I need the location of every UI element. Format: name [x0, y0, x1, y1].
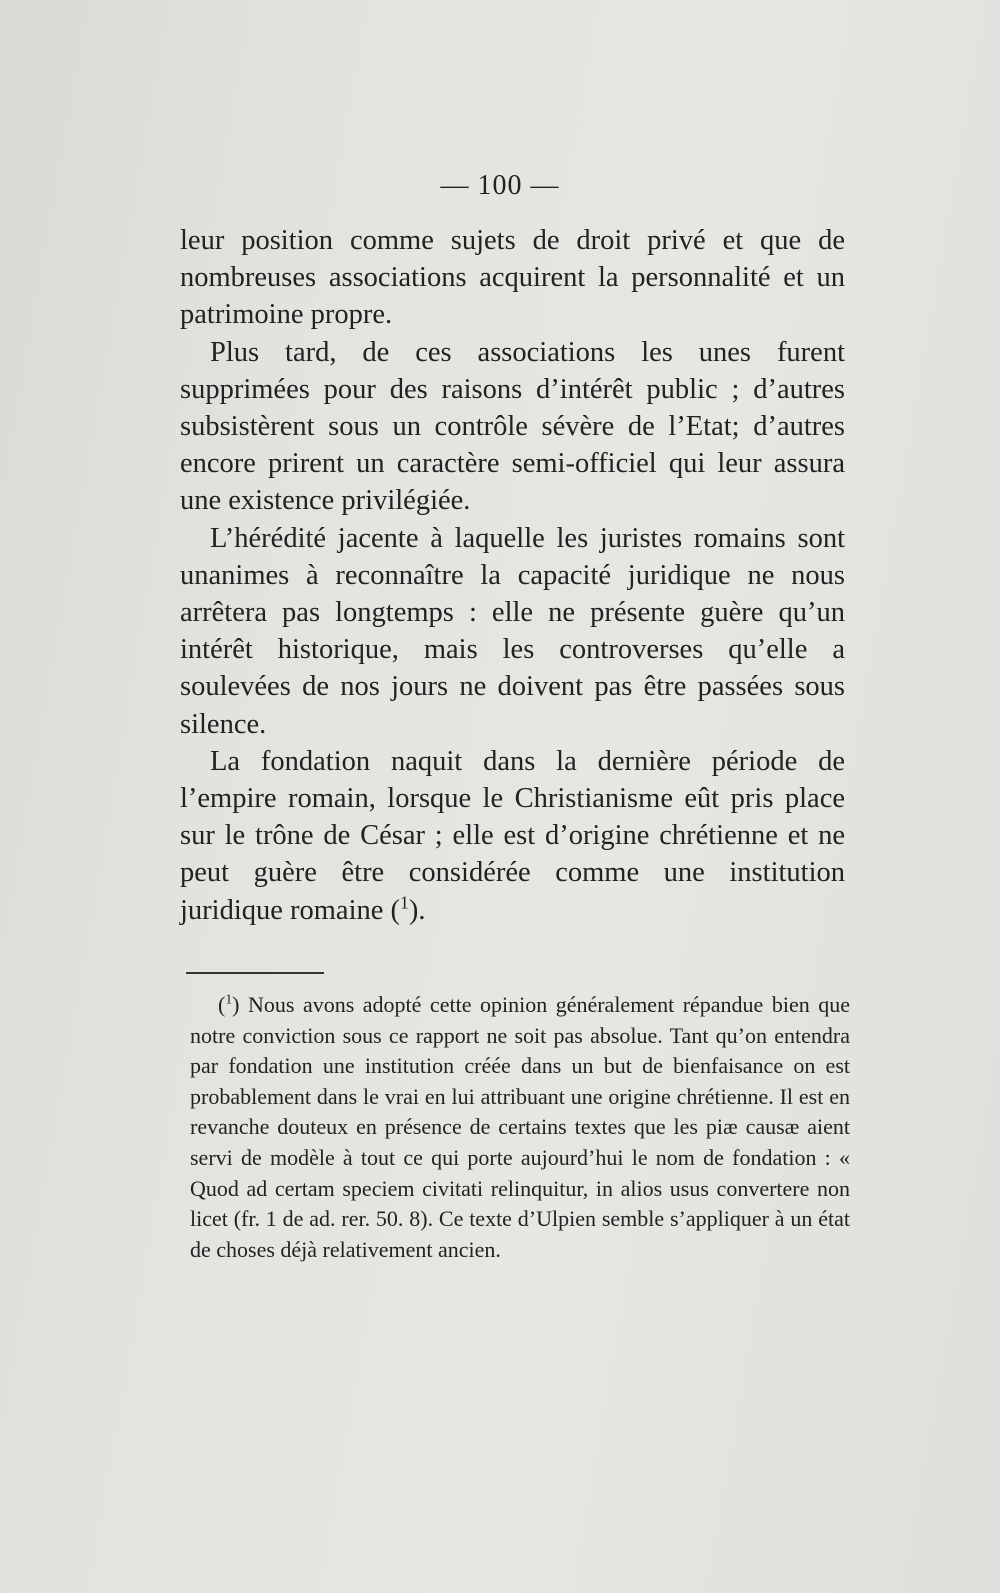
main-text	[180, 222, 845, 929]
paragraph-heredite: L’hérédité jacente à laquelle les juristes romains sont unanimes à reconnaître la capacité juridique ne nous arrêtera pas longtemps : elle ne présente guère qu’un intérêt historique, mais les controverses qu’elle a soulevées de nos jours ne doivent pas être passées sous silence.	[180, 522, 845, 740]
footnote-paragraph	[190, 990, 850, 1265]
footnote-text: Nous avons adopté cette opinion généralement répandue bien que notre conviction sous ce rapport ne soit pas absolue. Tant qu’on entendra par fondation une institution créée dans un but de bienfaisance on est probablement dans le vrai en lui attribuant une origine chrétienne. Il est en revanche douteux en présence de certains textes que les piæ causæ aient servi de modèle à tout ce qui porte aujourd’hui le nom de fondation : « Quod ad certam speciem civitati relinquitur, in alios usus convertere non licet (fr. 1 de ad. rer. 50. 8). Ce texte d’Ulpien semble s’appliquer à un état de choses déjà relativement ancien.	[190, 992, 850, 1262]
footnote-divider	[186, 972, 324, 974]
footnote-marker-close: )	[232, 992, 240, 1017]
footnote-reference: 1	[400, 892, 409, 913]
paragraph-associations: Plus tard, de ces associations les unes furent supprimées pour des raisons d’intérêt public ; d’autres subsistèrent sous un contrôle sévère de l’Etat; d’autres encore prirent un caractère semi-officiel qui leur assura une existence privilégiée.	[180, 336, 845, 517]
footnote	[190, 990, 850, 1265]
page-number: — 100 —	[440, 170, 560, 201]
footnote-marker-number: 1	[225, 991, 233, 1007]
paragraph-continuation: leur position comme sujets de droit privé et que de nombreuses associations acquirent la personnalité et un patrimoine propre.	[180, 225, 845, 331]
paragraph-fondation-end: ).	[408, 894, 426, 926]
paragraph-fondation	[180, 743, 845, 929]
footnote-marker-open: (	[218, 992, 226, 1017]
paragraph-fondation-text: La fondation naquit dans la dernière période de l’empire romain, lorsque le Christianisme eût pris place sur le trône de César ; elle est d’origine chrétienne et ne peut guère être considérée comme une institution juridique romaine (	[180, 745, 845, 926]
